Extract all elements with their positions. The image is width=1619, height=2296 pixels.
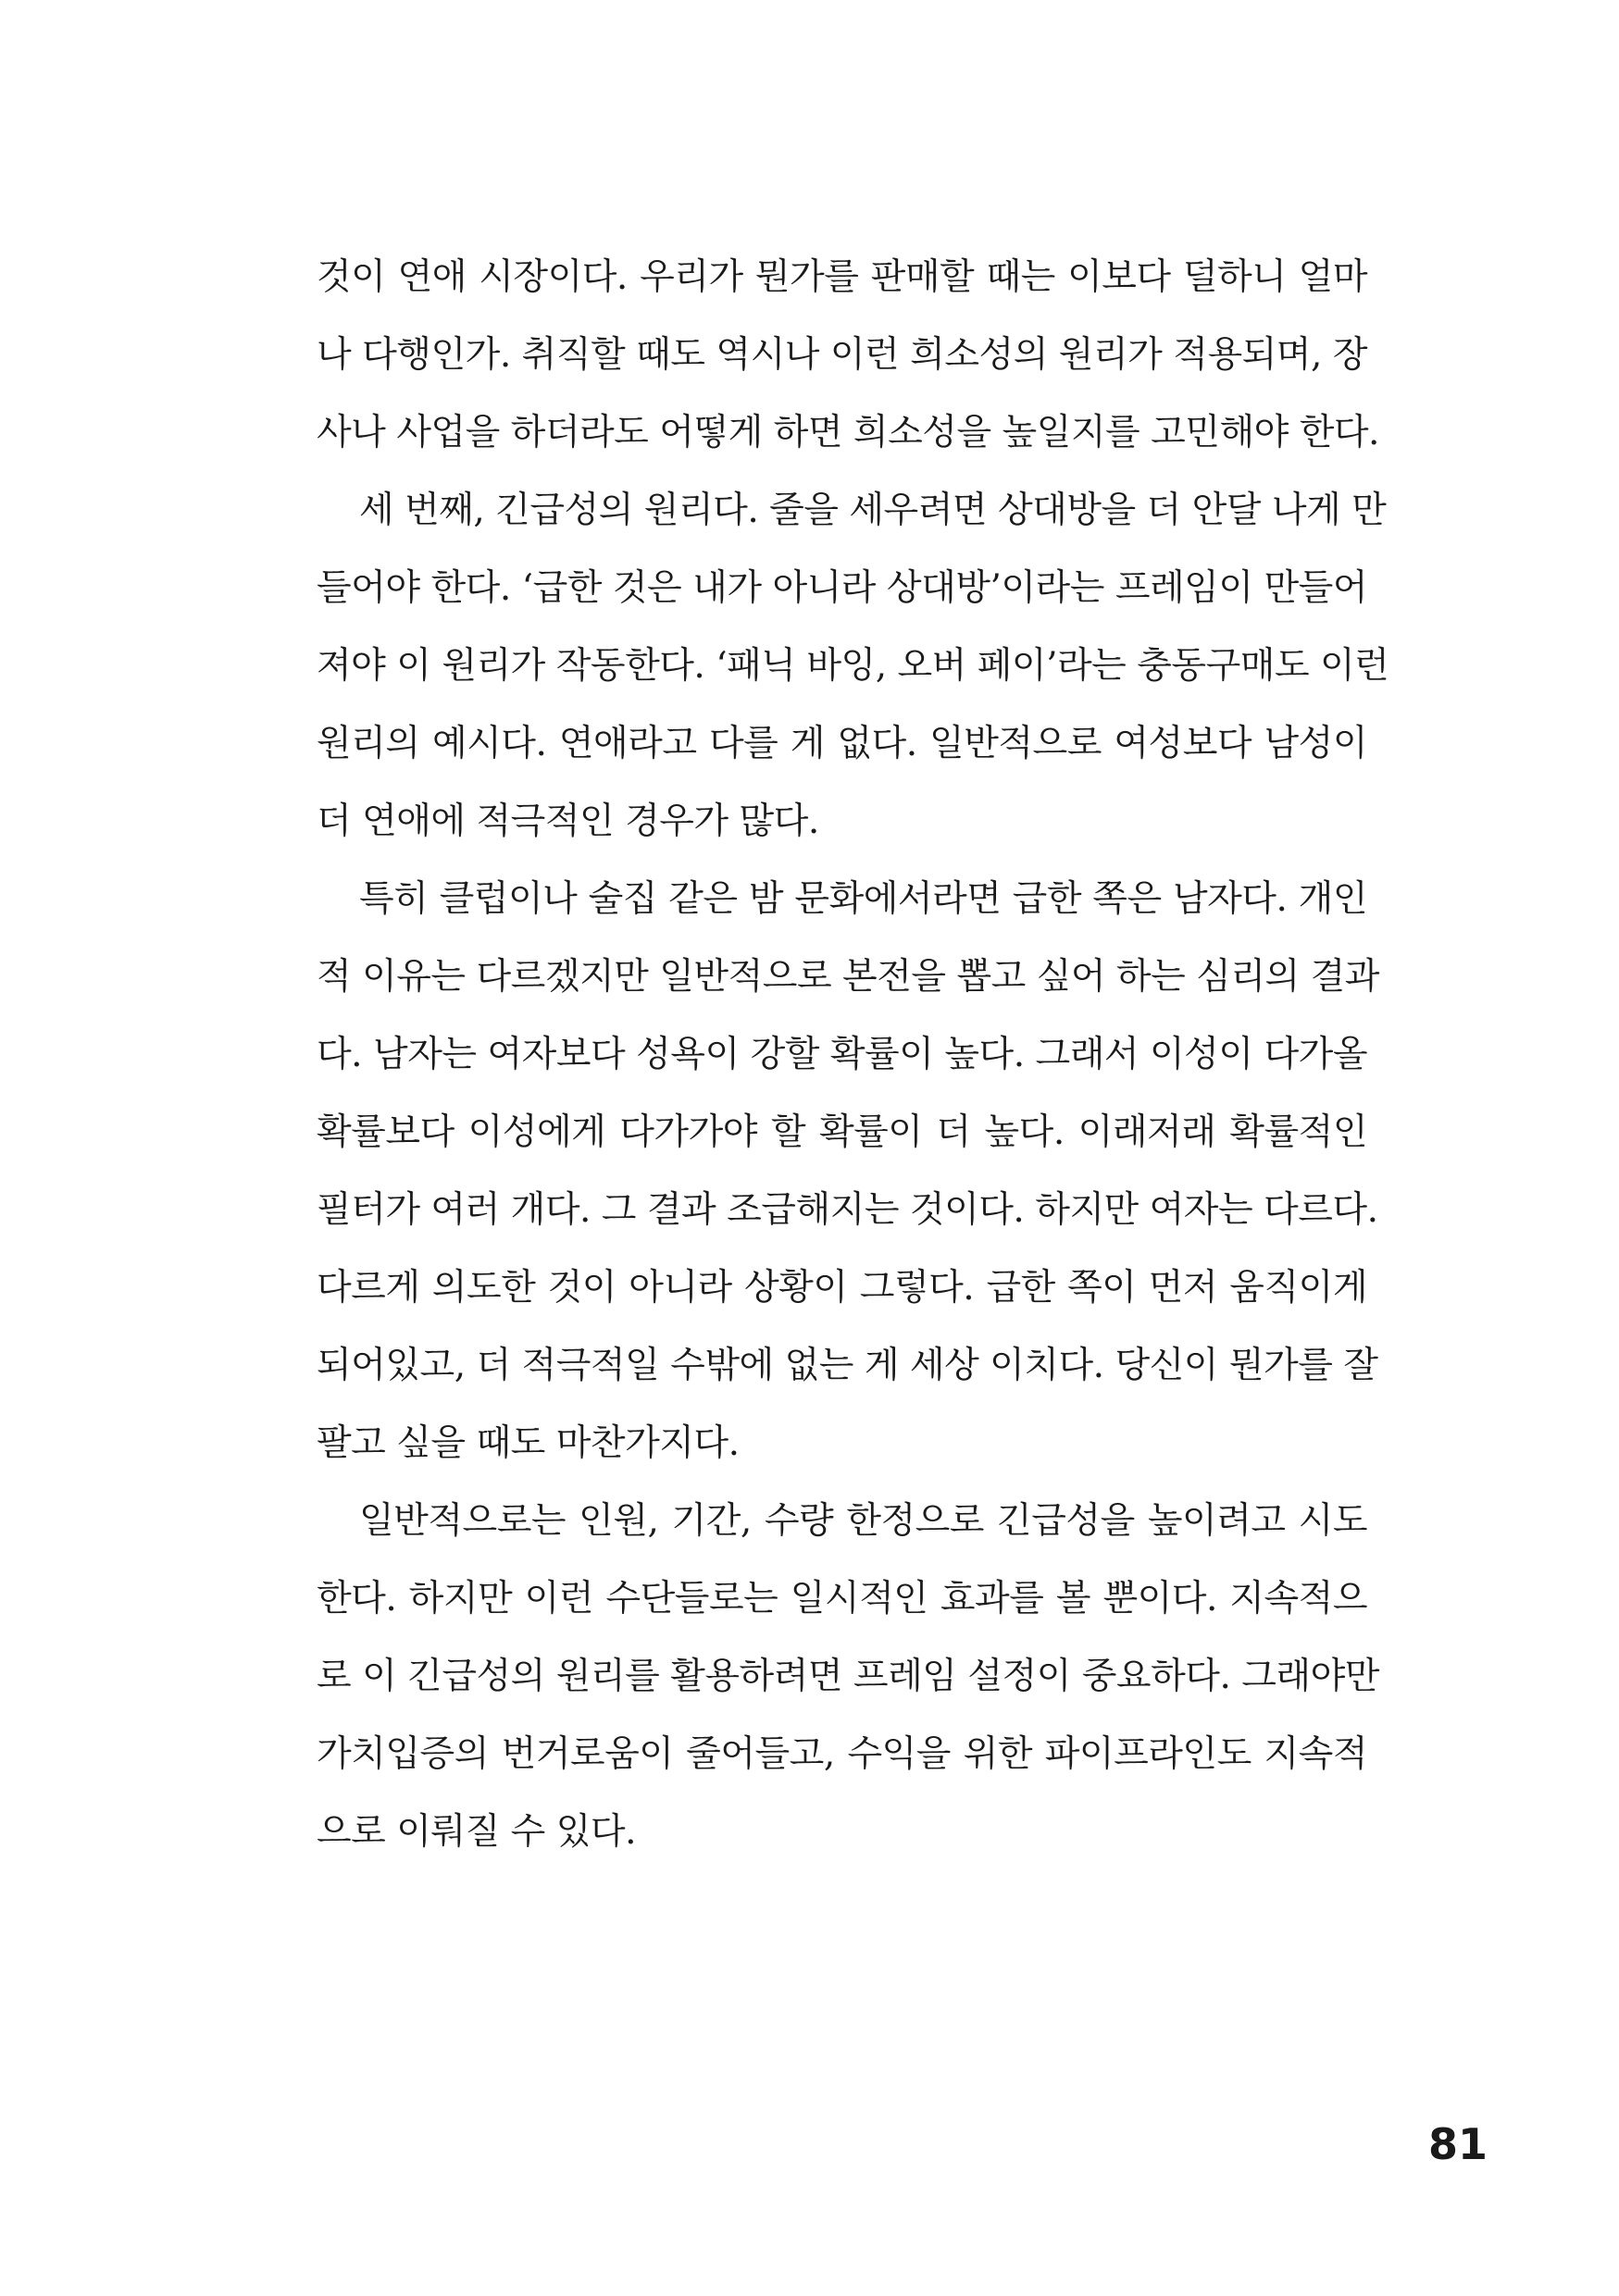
text-line: 들어야 한다. ‘급한 것은 내가 아니라 상대방’이라는 프레임이 만들어 xyxy=(317,567,1367,609)
text-line: 다. 남자는 여자보다 성욕이 강할 확률이 높다. 그래서 이성이 다가올 xyxy=(317,1034,1367,1075)
text-line: 한다. 하지만 이런 수단들로는 일시적인 효과를 볼 뿐이다. 지속적으 xyxy=(317,1578,1367,1620)
text-line: 필터가 여러 개다. 그 결과 조급해지는 것이다. 하지만 여자는 다르다. xyxy=(317,1189,1378,1231)
text-line: 사나 사업을 하더라도 어떻게 하면 희소성을 높일지를 고민해야 한다. xyxy=(317,412,1379,453)
text-line: 세 번째, 긴급성의 원리다. 줄을 세우려면 상대방을 더 안달 나게 만 xyxy=(359,490,1387,531)
text-line: 되어있고, 더 적극적일 수밖에 없는 게 세상 이치다. 당신이 뭔가를 잘 xyxy=(317,1345,1378,1386)
text-line: 특히 클럽이나 술집 같은 밤 문화에서라면 급한 쪽은 남자다. 개인 xyxy=(359,878,1367,920)
text-line: 져야 이 원리가 작동한다. ‘패닉 바잉, 오버 페이’라는 충동구매도 이런 xyxy=(317,645,1389,687)
text-line: 로 이 긴급성의 원리를 활용하려면 프레임 설정이 중요하다. 그래야만 xyxy=(317,1656,1379,1697)
text-line: 일반적으로는 인원, 기간, 수량 한정으로 긴급성을 높이려고 시도 xyxy=(359,1500,1367,1542)
page-number: 81 xyxy=(1427,2119,1488,2169)
text-line: 확률보다 이성에게 다가가야 할 확률이 더 높다. 이래저래 확률적인 xyxy=(317,1111,1367,1153)
text-line: 적 이유는 다르겠지만 일반적으로 본전을 뽑고 싶어 하는 심리의 결과 xyxy=(317,956,1379,998)
text-line: 팔고 싶을 때도 마찬가지다. xyxy=(317,1422,740,1464)
text-line: 으로 이뤄질 수 있다. xyxy=(317,1811,636,1853)
text-line: 더 연애에 적극적인 경우가 많다. xyxy=(317,800,819,842)
text-line: 가치입증의 번거로움이 줄어들고, 수익을 위한 파이프라인도 지속적 xyxy=(317,1733,1367,1775)
text-line: 다르게 의도한 것이 아니라 상황이 그렇다. 급한 쪽이 먼저 움직이게 xyxy=(317,1267,1367,1309)
text-line: 것이 연애 시장이다. 우리가 뭔가를 판매할 때는 이보다 덜하니 얼마 xyxy=(317,256,1367,298)
text-line: 나 다행인가. 취직할 때도 역시나 이런 희소성의 원리가 적용되며, 장 xyxy=(317,334,1367,376)
text-line: 원리의 예시다. 연애라고 다를 게 없다. 일반적으로 여성보다 남성이 xyxy=(317,723,1367,764)
body-text xyxy=(317,239,1389,1871)
